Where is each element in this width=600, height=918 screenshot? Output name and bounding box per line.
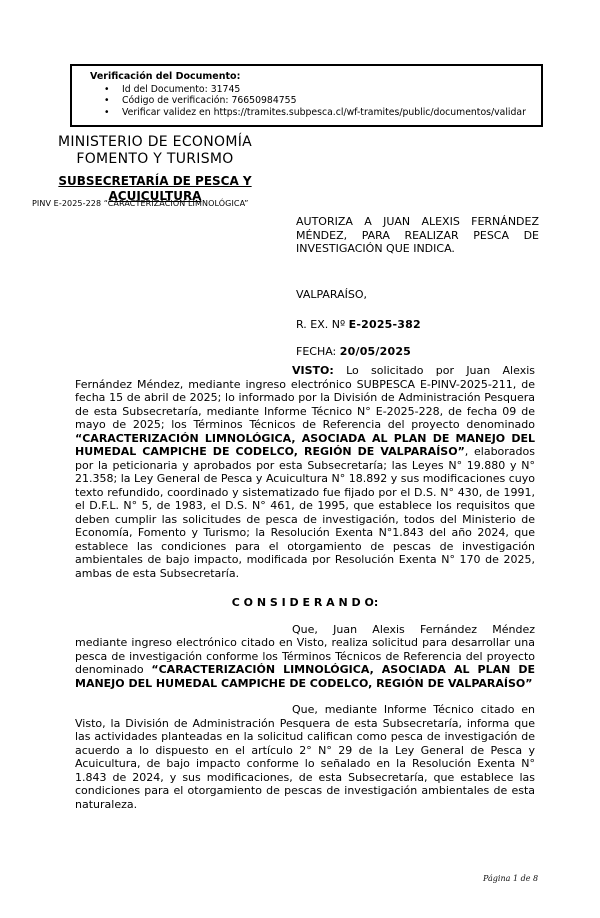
resolution-date: 20/05/2025: [339, 344, 412, 358]
considerando-1-project-title: “CARACTERIZACIÓN LIMNOLÓGICA, ASOCIADA AL PLAN DE MANEJO DEL HUMEDAL CAMPICHE DE CODELCO, REGIÓN DE VALPARAÍSO”: [75, 663, 535, 690]
considerando-paragraph-1: [75, 623, 535, 691]
verification-item-code: • Código de verificación: 76650984755: [90, 95, 535, 106]
considerando-paragraph-2: Que, mediante Informe Técnico citado en Visto, la División de Administración Pesquera de esta Subsecretaría, informa que las actividades planteadas en la solicitud califican como pesca de investigación de acuerdo a lo dispuesto en el artículo 2° N° 29 de la Ley General de Pesca y Acuicultura, de bajo impacto conforme lo señalado en la Resolución Exenta N° 1.843 de 2024, y sus modificaciones, de esta Subsecretaría, que establece las condiciones para el otorgamiento de pescas de investigación ambientales de esta naturaleza.: [75, 703, 535, 811]
verification-box: [70, 64, 543, 127]
resolution-city: VALPARAÍSO,: [296, 287, 368, 301]
subsecretaria-line2: ACUICULTURA: [108, 188, 202, 203]
resolution-header: [296, 215, 539, 358]
verification-item-id: • Id del Documento: 31745: [90, 84, 535, 95]
verification-title: Verificación del Documento:: [90, 71, 241, 82]
visto-project-title: “CARACTERIZACIÓN LIMNOLÓGICA, ASOCIADA AL PLAN DE MANEJO DEL HUMEDAL CAMPICHE DE CODELCO, REGIÓN DE VALPARAÍSO”: [75, 431, 535, 458]
ministry-name-line1: MINISTERIO DE ECONOMÍA: [57, 134, 252, 150]
verification-list: [90, 84, 535, 118]
page-number: Página 1 de 8: [483, 874, 539, 883]
resolution-number-label: R. EX. Nº: [296, 318, 349, 331]
visto-paragraph: [75, 364, 535, 580]
resolution-date-label: FECHA:: [296, 344, 340, 358]
resolution-number-line: [296, 318, 539, 332]
visto-label: VISTO:: [292, 364, 334, 377]
resolution-date-line: [296, 345, 539, 359]
considerando-1-text: Que, Juan Alexis Fernández Méndez mediante ingreso electrónico citado en Visto, realiza solicitud para desarrollar una pesca de investigación conforme los Términos Técnicos de Referencia del proyecto denominado: [75, 622, 535, 676]
subsecretaria-line1: SUBSECRETARÍA DE PESCA Y: [58, 174, 252, 188]
resolution-subject: AUTORIZA A JUAN ALEXIS FERNÁNDEZ MÉNDEZ, PARA REALIZAR PESCA DE INVESTIGACIÓN QUE INDICA.: [296, 215, 539, 255]
resolution-number: E-2025-382: [348, 318, 421, 331]
visto-text-2: , elaborados por la peticionaria y aprobados por esta Subsecretaría; las Leyes N° 19.880 y N° 21.358; la Ley General de Pesca y Acuicultura N° 18.892 y sus modificaciones cuyo texto refundido, coordinado y sistematizado fue fijado por el D.S. N° 430, de 1991, el D.F.L. N° 5, de 1983, el D.S. N° 461, de 1995, que establece los requisitos que deben cumplir las solicitudes de pesca de investigación, todos del Ministerio de Economía, Fomento y Turismo; la Resolución Exenta N°1.843 del año 2024, que establece las condiciones para el otorgamiento de pescas de investigación ambientales de bajo impacto, modificada por Resolución Exenta N° 170 de 2025, ambas de esta Subsecretaría.: [75, 445, 535, 580]
verification-item-url: • Verificar validez en https://tramites.subpesca.cl/wf-tramites/public/documentos/validar: [90, 107, 535, 118]
considerando-heading: C O N S I D E R A N D O:: [231, 596, 379, 609]
ministry-header: [30, 134, 280, 203]
file-reference: PINV E-2025-228 “CARACTERIZACIÓN LIMNOLÓGICA”: [32, 199, 249, 208]
visto-text-1: Lo solicitado por Juan Alexis Fernández Méndez, mediante ingreso electrónico SUBPESCA E-PINV-2025-211, de fecha 15 de abril de 2025; lo informado por la División de Administración Pesquera de esta Subsecretaría, mediante Informe Técnico N° E-2025-228, de fecha 09 de mayo de 2025; los Términos Técnicos de Referencia del proyecto denominado: [75, 364, 535, 431]
ministry-name-line2: FOMENTO Y TURISMO: [76, 151, 234, 167]
document-body: [75, 364, 535, 811]
